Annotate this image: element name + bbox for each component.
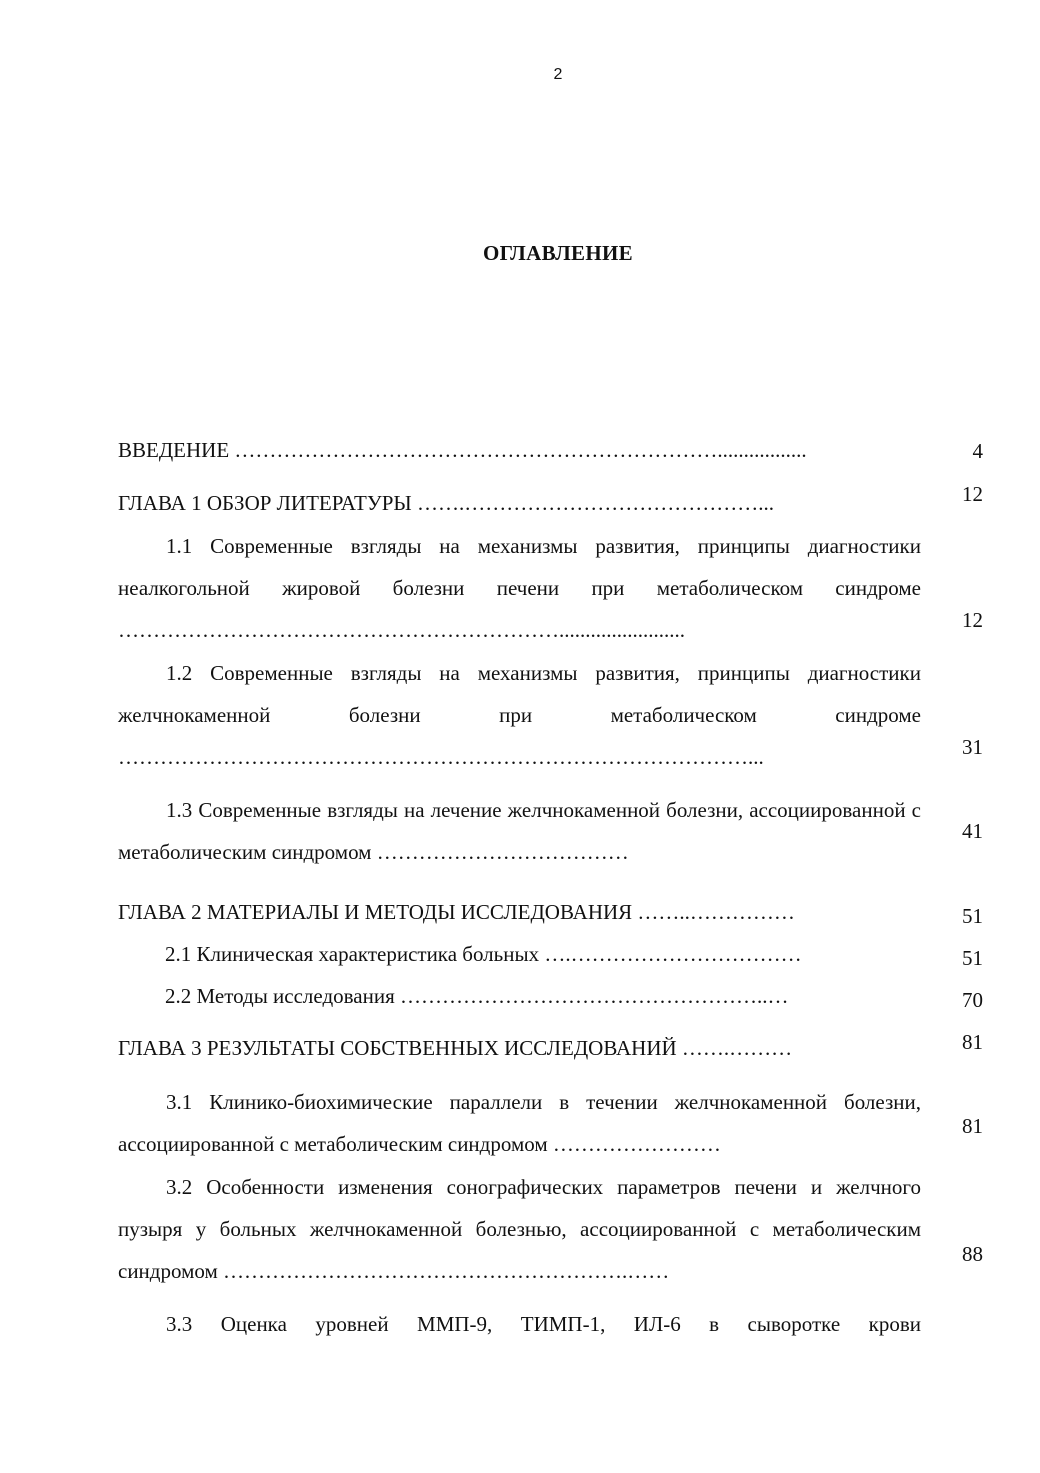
toc-entry-section-3-2[interactable]: 3.2 Особенности изменения сонографических параметров печени и желчного пузыря у больных желчнокаменной болезнью, ассоциированной с метаболическим синдромом ………………………………………………….…… bbox=[118, 1175, 921, 1283]
toc-entry-chapter-3[interactable]: ГЛАВА 3 РЕЗУЛЬТАТЫ СОБСТВЕННЫХ ИССЛЕДОВАНИЙ …….……… bbox=[118, 1036, 793, 1060]
toc-title: ОГЛАВЛЕНИЕ bbox=[483, 241, 633, 265]
toc-page-section-2-2: 70 bbox=[962, 988, 983, 1012]
toc-entry-section-1-1[interactable]: 1.1 Современные взгляды на механизмы развития, принципы диагностики неалкогольной жировой болезни печени при метаболическом синдроме ………………………………………………………........................ bbox=[118, 534, 921, 642]
toc-entry-section-3-1[interactable]: 3.1 Клинико-биохимические параллели в течении желчнокаменной болезни, ассоциированной с метаболическим синдромом …………………… bbox=[118, 1090, 921, 1156]
toc-entry-section-1-3[interactable]: 1.3 Современные взгляды на лечение желчнокаменной болезни, ассоциированной с метаболическим синдромом ……………………………… bbox=[118, 798, 921, 864]
toc-page-section-1-2: 31 bbox=[962, 735, 983, 759]
toc-page-section-2-1: 51 bbox=[962, 946, 983, 970]
toc-entry-chapter-1[interactable]: ГЛАВА 1 ОБЗОР ЛИТЕРАТУРЫ …….……………………………………... bbox=[118, 491, 774, 515]
toc-page-section-3-1: 81 bbox=[962, 1114, 983, 1138]
toc-entry-section-2-2[interactable]: 2.2 Методы исследования ……………………………………………..… bbox=[165, 984, 789, 1008]
toc-entry-chapter-2[interactable]: ГЛАВА 2 МАТЕРИАЛЫ И МЕТОДЫ ИССЛЕДОВАНИЯ ……..…………… bbox=[118, 900, 795, 924]
toc-page-chapter-3: 81 bbox=[962, 1030, 983, 1054]
toc-entry-introduction[interactable]: ВВЕДЕНИЕ ……………………………………………………………................. bbox=[118, 438, 807, 462]
toc-page-introduction: 4 bbox=[972, 439, 983, 463]
toc-page-section-1-1: 12 bbox=[962, 608, 983, 632]
toc-page-section-1-3: 41 bbox=[962, 819, 983, 843]
toc-page-chapter-1: 12 bbox=[962, 482, 983, 506]
toc-entry-section-2-1[interactable]: 2.1 Клиническая характеристика больных ….…………………………… bbox=[165, 942, 802, 966]
toc-page-chapter-2: 51 bbox=[962, 904, 983, 928]
toc-entry-section-1-2[interactable]: 1.2 Современные взгляды на механизмы развития, принципы диагностики желчнокаменной болезни при метаболическом синдроме ………………………………………………………………………………... bbox=[118, 661, 921, 769]
toc-entry-section-3-3[interactable]: 3.3 Оценка уровней ММП-9, ТИМП-1, ИЛ-6 в сыворотке крови bbox=[166, 1312, 921, 1336]
page-number: 2 bbox=[553, 66, 563, 83]
toc-page-section-3-2: 88 bbox=[962, 1242, 983, 1266]
